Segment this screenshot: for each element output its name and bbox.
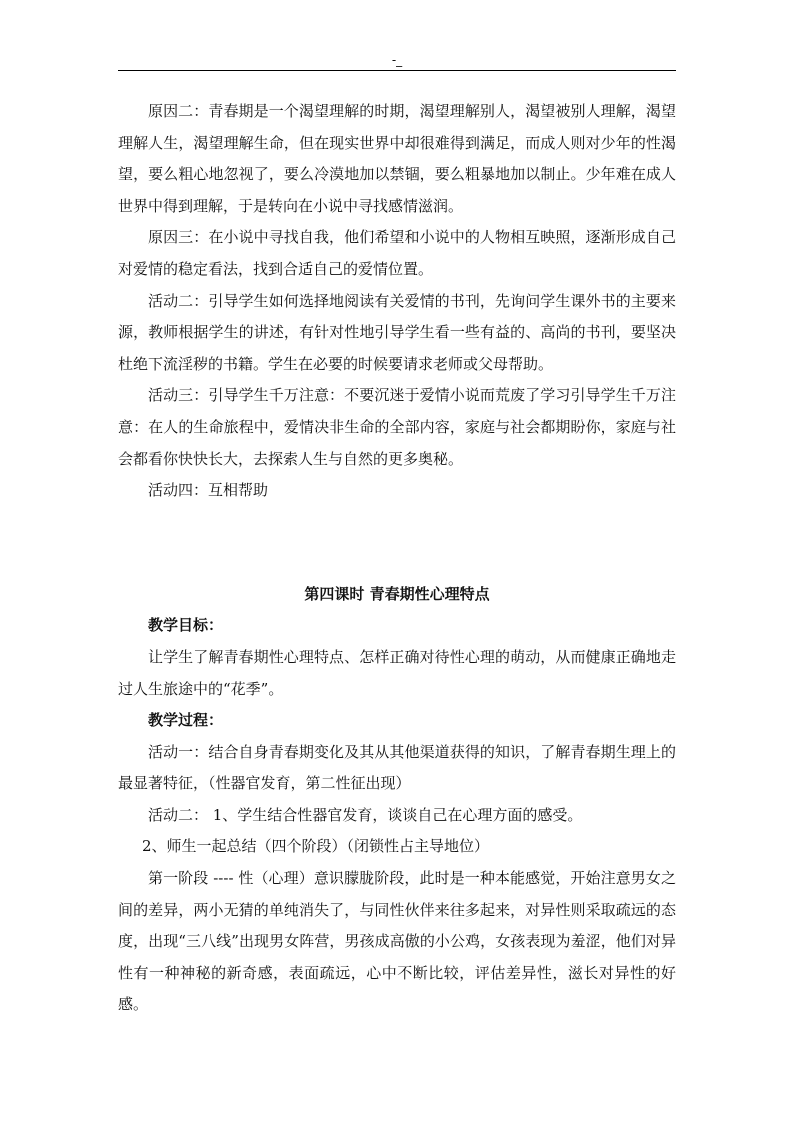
- header-rule: [118, 70, 676, 71]
- paragraph-activity-two: 活动二：引导学生如何选择地阅读有关爱情的书刊，先询问学生课外书的主要来源，教师根据学生的讲述，有针对性地引导学生看一些有益的、高尚的书刊，要坚决杜绝下流淫秽的书籍。学生在必要的时候要请求老师或父母帮助。: [118, 291, 676, 373]
- goal-text: 让学生了解青春期性心理特点、怎样正确对待性心理的萌动，从而健康正确地走过人生旅途中的“花季”。: [118, 647, 676, 698]
- paragraph-reason-three: 原因三：在小说中寻找自我，他们希望和小说中的人物相互映照，逐渐形成自己对爱情的稳定看法，找到合适自己的爱情位置。: [118, 228, 676, 278]
- paragraph-activity-three: 活动三：引导学生千万注意：不要沉迷于爱情小说而荒废了学习引导学生千万注意：在人的生命旅程中，爱情决非生命的全部内容，家庭与社会都期盼你，家庭与社会都看你快快长大，去探索人生与自然的更多奥秘。: [118, 386, 676, 468]
- summary-line: 2、师生一起总结（四个阶段）（闭锁性占主导地位）: [142, 837, 490, 856]
- document-body: [118, 96, 676, 1021]
- paragraph-reason-two: 原因二：青春期是一个渴望理解的时期，渴望理解别人，渴望被别人理解，渴望理解人生，渴望理解生命，但在现实世界中却很难得到满足，而成人则对少年的性渴望，要么粗心地忽视了，要么冷漠地加以禁锢，要么粗暴地加以制止。少年难在成人世界中得到理解，于是转向在小说中寻找感情滋润。: [118, 102, 676, 215]
- activity-one: 活动一：结合自身青春期变化及其从其他渠道获得的知识，了解青春期生理上的最显著特征，（性器官发育，第二性征出现）: [118, 742, 676, 793]
- page-header-mark: -_: [391, 53, 403, 67]
- lesson-title: 第四课时 青春期性心理特点: [304, 584, 490, 603]
- goal-heading: 教学目标：: [148, 616, 224, 635]
- paragraph-activity-four: 活动四：互相帮助: [148, 481, 269, 500]
- process-heading: 教学过程：: [148, 711, 224, 730]
- activity-two: 活动二： 1、学生结合性器官发育，谈谈自己在心理方面的感受。: [148, 805, 583, 824]
- stage-one: 第一阶段 ---- 性（心理）意识朦胧阶段，此时是一种本能感觉，开始注意男女之间的差异，两小无猜的单纯消失了，与同性伙伴来往多起来，对异性则采取疏远的态度，出现“三八线”出现男女阵营，男孩成高傲的小公鸡，女孩表现为羞涩，他们对异性有一种神秘的新奇感，表面疏远，心中不断比较，评估差异性，滋长对异性的好感。: [118, 869, 676, 1014]
- section-gap: [118, 507, 676, 579]
